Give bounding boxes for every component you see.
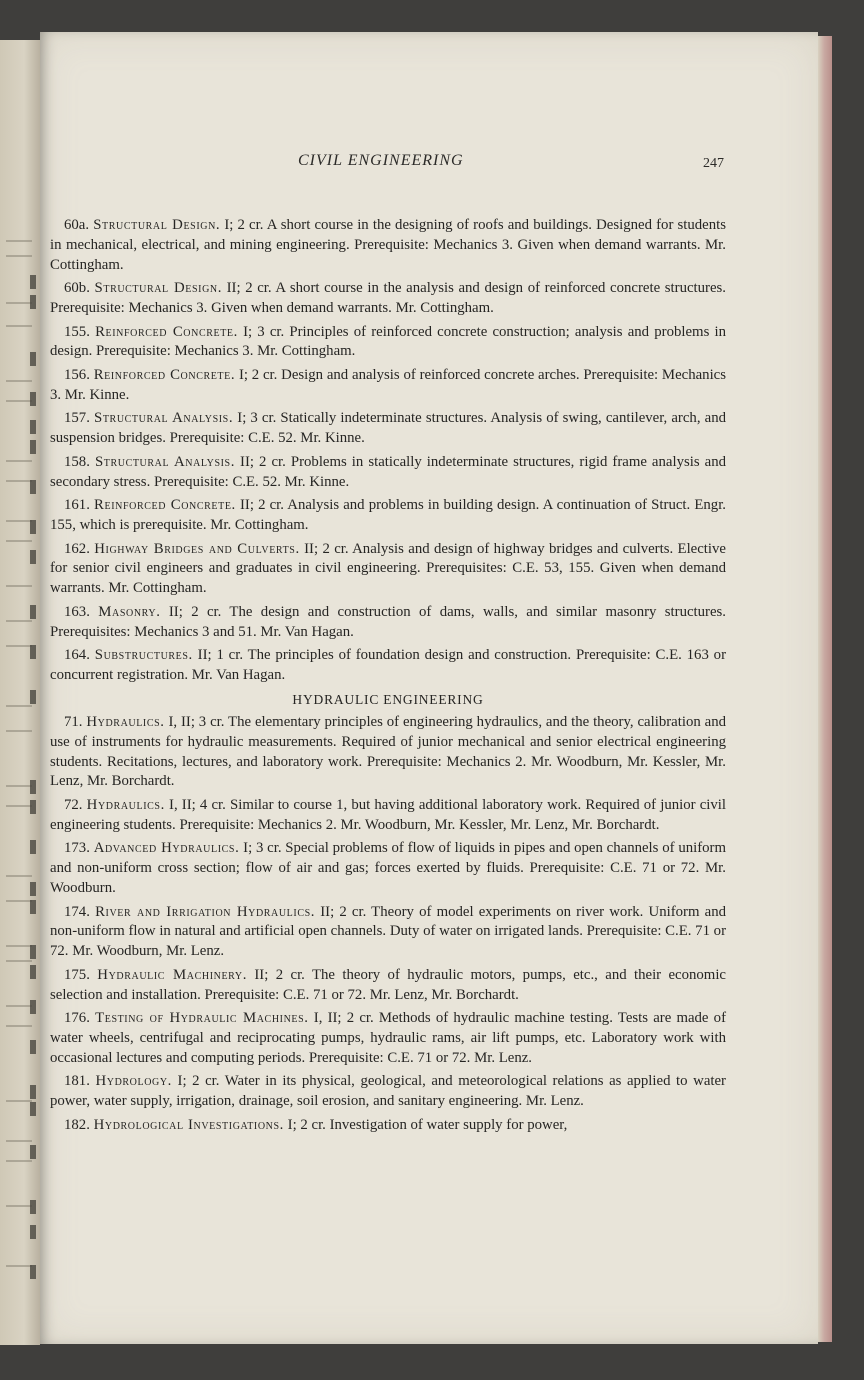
course-description: II; 2 cr. A short course in the analysis and design of reinforced concrete structures. Prerequisite: Mechanics 3. Given when demand warrants. Mr. Cottingham.: [50, 280, 726, 316]
course-number: 164.: [64, 647, 90, 664]
course-number: 71.: [64, 714, 83, 731]
course-title: Structural Design.: [93, 217, 221, 233]
course-title: Hydrological Investigations.: [93, 1116, 284, 1133]
course-number: 158.: [64, 453, 90, 470]
page-block-edge: [818, 36, 832, 1342]
course-description: II; 2 cr. The theory of hydraulic motors, pumps, etc., and their economic selection and installation. Prerequisite: C.E. 71 or 72. Mr. Lenz, Mr. Borchardt.: [50, 966, 726, 1003]
course-title: Reinforced Concrete.: [93, 366, 236, 383]
course-title: Testing of Hydraulic Machines.: [95, 1010, 309, 1027]
course-description: II; 2 cr. Analysis and problems in building design. A continuation of Struct. Engr. 155, which is prerequisite. Mr. Cottingham.: [50, 497, 727, 533]
structural-courses-list: [50, 216, 726, 686]
course-description: I; 3 cr. Special problems of flow of liquids in pipes and open channels of uniform and non-uniform cross section; flow of air and gas; forces exerted by fluids. Prerequisite: C.E. 71 or 72. Mr. Woodburn.: [50, 840, 726, 897]
course-entry: [50, 603, 726, 643]
course-entry: [50, 903, 726, 962]
course-description: I, II; 2 cr. Methods of hydraulic machine testing. Tests are made of water wheels, centrifugal and reciprocating pumps, hydraulic rams, air lift pumps, etc. Laboratory work with occasional lectures and computing periods. Prerequisite: C.E. 71 or 72. Mr. Lenz.: [50, 1010, 727, 1066]
course-title: Structural Analysis.: [94, 453, 235, 470]
course-number: 157.: [64, 410, 90, 427]
course-title: Structural Analysis.: [94, 410, 234, 427]
course-description: II; 2 cr. Theory of model experiments on river work. Uniform and non-uniform flow in natural and artificial open channels. Duty of water on irrigated lands. Prerequisite: C.E. 71 or 72. Mr. Woodburn, Mr. Lenz.: [50, 903, 726, 960]
course-entry: [50, 496, 726, 536]
section-heading: HYDRAULIC ENGINEERING: [292, 691, 484, 707]
course-number: 162.: [64, 540, 90, 557]
course-entry: [50, 1072, 726, 1112]
course-title: Reinforced Concrete.: [95, 323, 238, 340]
course-number: 174.: [64, 903, 90, 920]
course-title: Reinforced Concrete.: [94, 497, 236, 514]
course-description: II; 2 cr. Analysis and design of highway bridges and culverts. Elective for senior civil engineers and graduates in civil engineering. Prerequisites: C.E. 53, 155. Given when demand warrants. Mr. Cottingham.: [50, 540, 726, 597]
course-title: Advanced Hydraulics.: [93, 840, 240, 857]
course-number: 182.: [64, 1116, 90, 1133]
course-description: II; 1 cr. The principles of foundation design and construction. Prerequisite: C.E. 163 or concurrent registration. Mr. Van Hagan.: [50, 647, 727, 683]
body-text: [50, 216, 726, 1139]
course-title: Hydrology.: [95, 1073, 172, 1090]
course-title: Hydraulic Machinery.: [97, 966, 247, 983]
course-entry: [50, 839, 726, 898]
course-number: 60b.: [64, 280, 90, 297]
course-entry: [50, 540, 726, 599]
course-description: I; 2 cr. Investigation of water supply for power,: [283, 1116, 568, 1133]
course-description: I; 2 cr. A short course in the designing of roofs and buildings. Designed for students in mechanical, electrical, and mining engineering. Prerequisite: Mechanics 3. Given when demand warrants. Mr. Cottingham.: [50, 217, 727, 273]
course-description: II; 2 cr. Problems in statically indeterminate structures, rigid frame analysis and secondary stress. Prerequisite: C.E. 52. Mr. Kinne.: [50, 453, 726, 490]
page-number: 247: [703, 156, 724, 171]
course-number: 181.: [64, 1073, 90, 1090]
course-title: River and Irrigation Hydraulics.: [95, 903, 316, 920]
running-head: [258, 150, 728, 174]
course-number: 60a.: [64, 217, 90, 233]
course-entry: [50, 646, 726, 686]
course-description: I; 2 cr. Design and analysis of reinforced concrete arches. Prerequisite: Mechanics 3. Mr. Kinne.: [50, 366, 727, 403]
course-number: 72.: [64, 797, 83, 814]
course-number: 155.: [64, 323, 90, 340]
course-number: 175.: [64, 966, 90, 983]
course-entry: [50, 279, 726, 319]
hydraulic-courses-list: [50, 713, 726, 1136]
course-entry: [50, 1116, 726, 1136]
course-entry: [50, 966, 726, 1006]
course-description: I; 3 cr. Principles of reinforced concrete construction; analysis and problems in design. Prerequisite: Mechanics 3. Mr. Cottingham.: [50, 323, 726, 360]
course-entry: [50, 323, 726, 363]
course-description: I; 3 cr. Statically indeterminate structures. Analysis of swing, cantilever, arch, and suspension bridges. Prerequisite: C.E. 52. Mr. Kinne.: [50, 410, 726, 447]
course-entry: [50, 453, 726, 493]
course-title: Substructures.: [94, 647, 193, 664]
course-description: I, II; 4 cr. Similar to course 1, but having additional laboratory work. Required of junior civil engineering students. Prerequisite: Mechanics 2. Mr. Woodburn, Mr. Kessler, Mr. Lenz, Mr. Borchardt.: [50, 797, 726, 833]
course-description: I; 2 cr. Water in its physical, geological, and meteorological relations as applied to water power, water supply, irrigation, drainage, soil erosion, and sanitary engineering. Mr. Lenz.: [50, 1073, 726, 1110]
course-title: Structural Design.: [94, 280, 223, 297]
course-entry: [50, 713, 726, 792]
facing-page-edge: [0, 40, 40, 1345]
course-title: Highway Bridges and Culverts.: [94, 540, 300, 557]
course-title: Hydraulics.: [86, 714, 165, 731]
course-number: 176.: [64, 1010, 90, 1027]
course-number: 163.: [64, 603, 90, 620]
running-title: CIVIL ENGINEERING: [298, 152, 464, 169]
course-entry: [50, 366, 726, 406]
course-entry: [50, 409, 726, 449]
course-description: II; 2 cr. The design and construction of dams, walls, and similar masonry structures. Prerequisites: Mechanics 3 and 51. Mr. Van Hagan.: [50, 603, 727, 640]
course-title: Hydraulics.: [86, 797, 165, 814]
course-entry: [50, 1009, 726, 1068]
course-number: 156.: [64, 366, 90, 383]
course-entry: [50, 216, 726, 275]
course-entry: [50, 796, 726, 836]
course-description: I, II; 3 cr. The elementary principles of engineering hydraulics, and the theory, calibration and use of instruments for hydraulic measurements. Required of junior mechanical and senior electrical engineering students. Recitations, lectures, and laboratory work. Prerequisite: Mechanics 2. Mr. Woodburn, Mr. Kessler, Mr. Lenz, Mr. Borchardt.: [50, 714, 726, 790]
course-number: 173.: [64, 840, 90, 857]
course-title: Masonry.: [98, 603, 161, 620]
course-number: 161.: [64, 497, 90, 514]
